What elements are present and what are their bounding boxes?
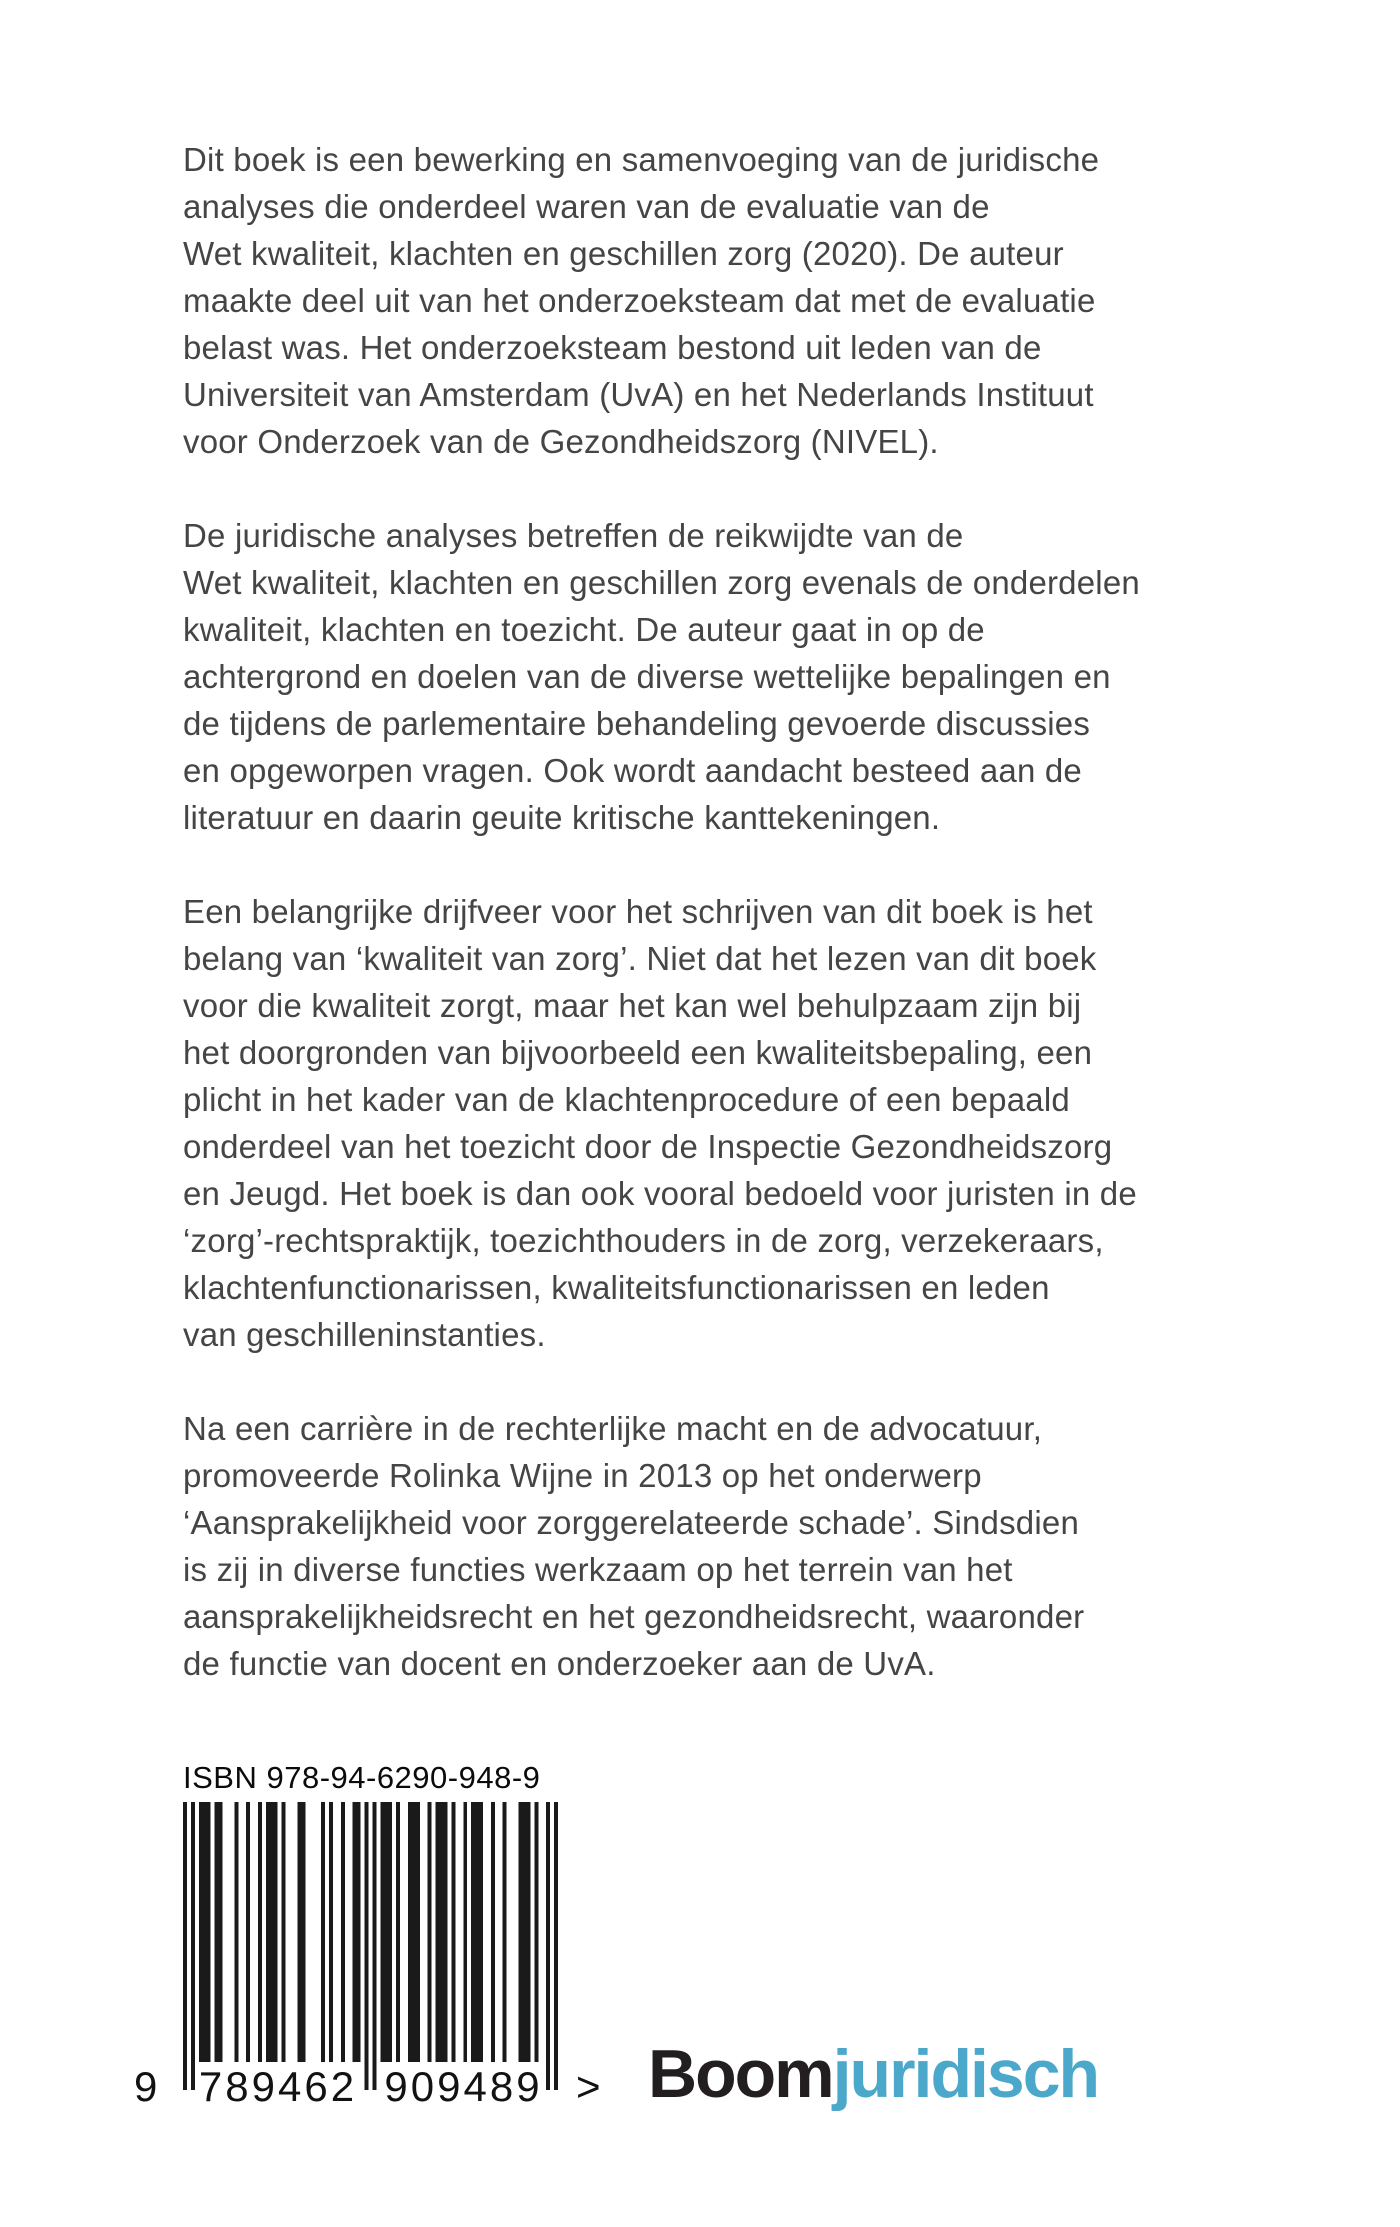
- barcode-digits-group2: 909489: [384, 2063, 543, 2110]
- text-line: promoveerde Rolinka Wijne in 2013 op het onderwerp: [183, 1457, 982, 1494]
- text-line: Wet kwaliteit, klachten en geschillen zorg (2020). De auteur: [183, 235, 1064, 272]
- text-line: onderdeel van het toezicht door de Inspectie Gezondheidszorg: [183, 1128, 1113, 1165]
- text-line: voor Onderzoek van de Gezondheidszorg (NIVEL).: [183, 423, 939, 460]
- text-line: belang van ‘kwaliteit van zorg’. Niet dat het lezen van dit boek: [183, 940, 1097, 977]
- paragraph: [183, 512, 1223, 841]
- logo-juridisch: juridisch: [832, 2036, 1099, 2112]
- paragraph: [183, 136, 1223, 465]
- text-line: kwaliteit, klachten en toezicht. De auteur gaat in op de: [183, 611, 985, 648]
- text-line: analyses die onderdeel waren van de evaluatie van de: [183, 188, 990, 225]
- text-line: belast was. Het onderzoeksteam bestond uit leden van de: [183, 329, 1042, 366]
- isbn-label: ISBN 978-94-6290-948-9: [183, 1760, 541, 1795]
- text-line: Universiteit van Amsterdam (UvA) en het Nederlands Instituut: [183, 376, 1094, 413]
- paragraph: [183, 888, 1223, 1358]
- text-line: en Jeugd. Het boek is dan ook vooral bedoeld voor juristen in de: [183, 1175, 1137, 1212]
- text-line: de tijdens de parlementaire behandeling gevoerde discussies: [183, 705, 1091, 742]
- text-line: is zij in diverse functies werkzaam op het terrein van het: [183, 1551, 1013, 1588]
- text-line: de functie van docent en onderzoeker aan de UvA.: [183, 1645, 936, 1682]
- text-line: ‘zorg’-rechtspraktijk, toezichthouders in de zorg, verzekeraars,: [183, 1222, 1104, 1259]
- text-line: plicht in het kader van de klachtenprocedure of een bepaald: [183, 1081, 1070, 1118]
- text-line: aansprakelijkheidsrecht en het gezondheidsrecht, waaronder: [183, 1598, 1085, 1635]
- publisher-logo: [648, 2036, 1099, 2112]
- text-line: achtergrond en doelen van de diverse wettelijke bepalingen en: [183, 658, 1111, 695]
- barcode-quiet-zone-indicator: >: [576, 2063, 601, 2110]
- text-line: Een belangrijke drijfveer voor het schrijven van dit boek is het: [183, 893, 1093, 930]
- text-line: Wet kwaliteit, klachten en geschillen zorg evenals de onderdelen: [183, 564, 1140, 601]
- text-line: literatuur en daarin geuite kritische kanttekeningen.: [183, 799, 941, 836]
- logo-boom: Boom: [648, 2036, 833, 2112]
- back-cover-text: [183, 136, 1223, 1687]
- text-line: Dit boek is een bewerking en samenvoeging van de juridische: [183, 141, 1100, 178]
- text-line: het doorgronden van bijvoorbeeld een kwaliteitsbepaling, een: [183, 1034, 1093, 1071]
- text-line: klachtenfunctionarissen, kwaliteitsfunctionarissen en leden: [183, 1269, 1050, 1306]
- text-line: en opgeworpen vragen. Ook wordt aandacht besteed aan de: [183, 752, 1082, 789]
- text-line: De juridische analyses betreffen de reikwijdte van de: [183, 517, 964, 554]
- text-line: ‘Aansprakelijkheid voor zorggerelateerde schade’. Sindsdien: [183, 1504, 1079, 1541]
- barcode-lead-digit: 9: [134, 2063, 158, 2110]
- paragraph: [183, 1405, 1223, 1687]
- ean13-barcode: [183, 1802, 558, 2090]
- text-line: Na een carrière in de rechterlijke macht en de advocatuur,: [183, 1410, 1043, 1447]
- barcode-digits-group1: 789462: [198, 2063, 358, 2110]
- text-line: voor die kwaliteit zorgt, maar het kan wel behulpzaam zijn bij: [183, 987, 1082, 1024]
- text-line: van geschilleninstanties.: [183, 1316, 546, 1353]
- text-line: maakte deel uit van het onderzoeksteam dat met de evaluatie: [183, 282, 1096, 319]
